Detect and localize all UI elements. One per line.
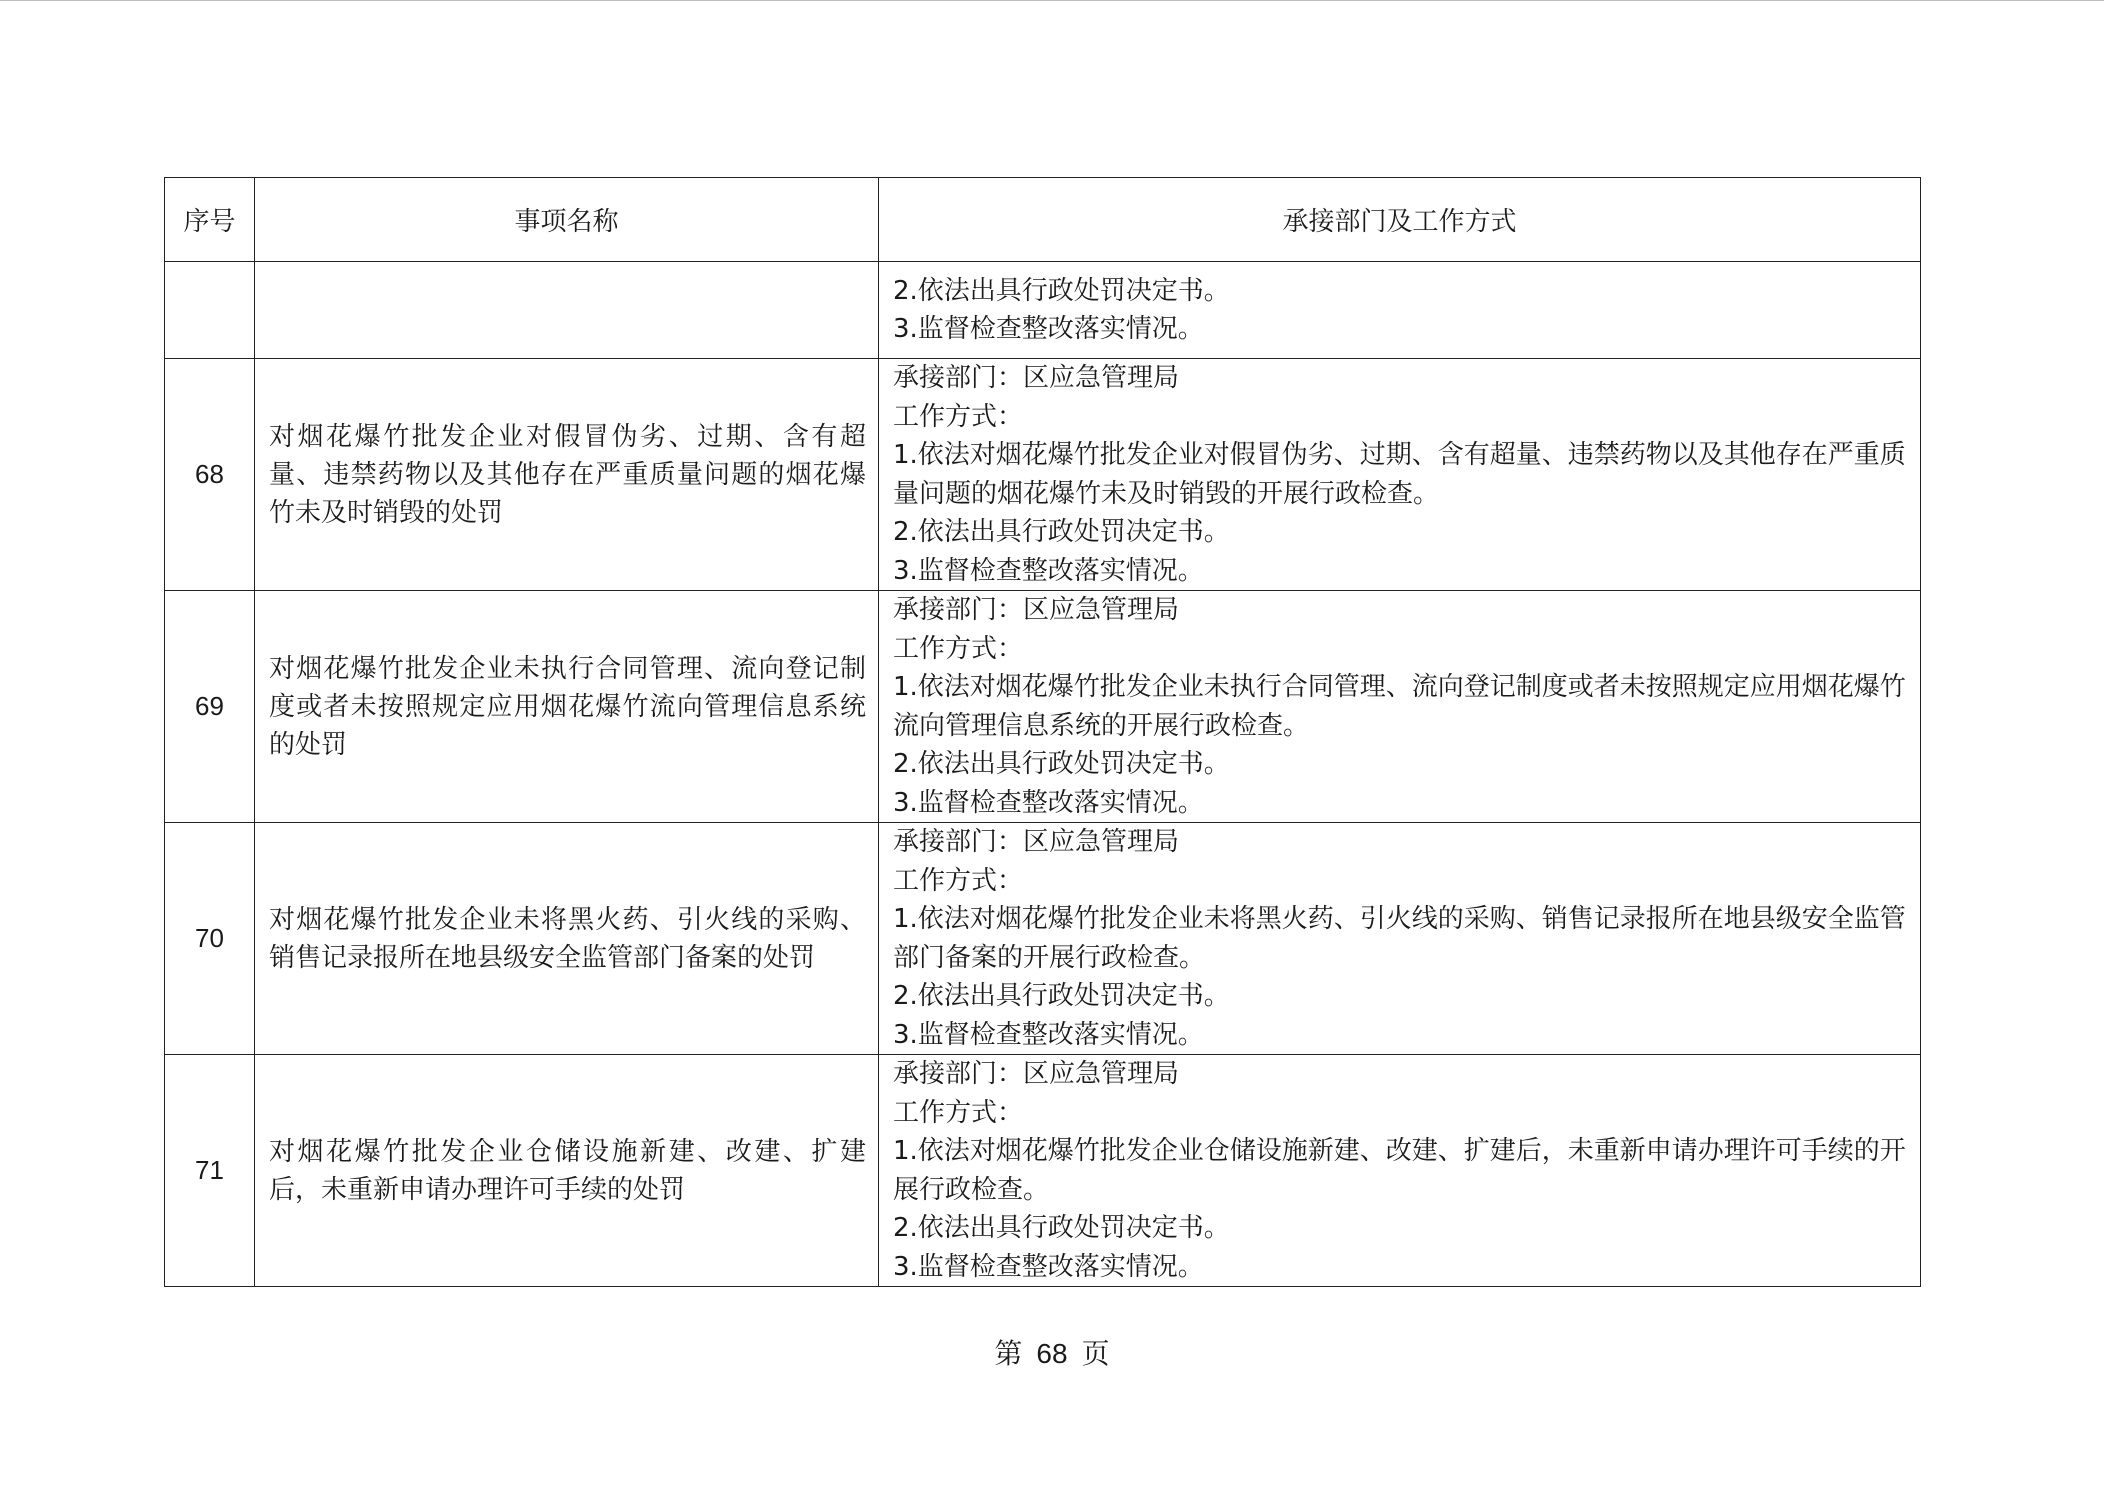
cell-dept [879,262,1921,359]
page-number-prefix: 第 [994,1337,1023,1370]
page-number: 68 [1036,1338,1068,1369]
cell-dept [879,359,1921,591]
cell-name: 对烟花爆竹批发企业对假冒伪劣、过期、含有超量、违禁药物以及其他存在严重质量问题的烟花爆竹未及时销毁的处罚 [255,359,879,591]
dept-line: 3.监督检查整改落实情况。 [893,1019,1204,1050]
dept-line: 3.监督检查整改落实情况。 [893,1251,1204,1282]
table-header-row [165,178,1921,262]
dept-line: 1.依法对烟花爆竹批发企业仓储设施新建、改建、扩建后，未重新申请办理许可手续的开展行政检查。 [893,1136,1906,1205]
table-row [165,1055,1921,1287]
dept-line: 2.依法出具行政处罚决定书。 [893,275,1230,306]
dept-line: 工作方式： [893,633,1024,664]
cell-dept [879,1055,1921,1287]
cell-dept [879,591,1921,823]
matters-table [164,177,1921,1287]
page-number-suffix: 页 [1081,1337,1110,1370]
cell-seq: 71 [165,1055,255,1287]
dept-line: 承接部门：区应急管理局 [893,595,1180,625]
page-top-border [0,0,2104,1]
cell-seq: 69 [165,591,255,823]
dept-line: 3.监督检查整改落实情况。 [893,314,1204,344]
dept-line: 工作方式： [893,1097,1024,1128]
dept-line: 1.依法对烟花爆竹批发企业未将黑火药、引火线的采购、销售记录报所在地县级安全监管部门备案的开展行政检查。 [893,904,1906,973]
dept-line: 承接部门：区应急管理局 [893,1059,1180,1089]
table-row [165,591,1921,823]
dept-line: 2.依法出具行政处罚决定书。 [893,981,1230,1011]
dept-line: 1.依法对烟花爆竹批发企业对假冒伪劣、过期、含有超量、违禁药物以及其他存在严重质量问题的烟花爆竹未及时销毁的开展行政检查。 [893,440,1906,509]
dept-line: 2.依法出具行政处罚决定书。 [893,749,1230,779]
cell-name: 对烟花爆竹批发企业未将黑火药、引火线的采购、销售记录报所在地县级安全监管部门备案的处罚 [255,823,879,1055]
dept-line: 2.依法出具行政处罚决定书。 [893,1213,1230,1243]
cell-dept [879,823,1921,1055]
table-row [165,359,1921,591]
dept-line: 承接部门：区应急管理局 [893,363,1180,393]
header-seq: 序号 [165,178,255,262]
dept-line: 承接部门：区应急管理局 [893,827,1180,857]
dept-line: 1.依法对烟花爆竹批发企业未执行合同管理、流向登记制度或者未按照规定应用烟花爆竹流向管理信息系统的开展行政检查。 [893,672,1906,741]
dept-line: 2.依法出具行政处罚决定书。 [893,517,1230,547]
table-row-continuation [165,262,1921,359]
cell-name: 对烟花爆竹批发企业未执行合同管理、流向登记制度或者未按照规定应用烟花爆竹流向管理信息系统的处罚 [255,591,879,823]
table-row [165,823,1921,1055]
page-footer [0,1332,2104,1372]
dept-line: 工作方式： [893,401,1024,432]
cell-name [255,262,879,359]
cell-seq: 68 [165,359,255,591]
cell-seq: 70 [165,823,255,1055]
dept-line: 3.监督检查整改落实情况。 [893,787,1204,818]
cell-name: 对烟花爆竹批发企业仓储设施新建、改建、扩建后，未重新申请办理许可手续的处罚 [255,1055,879,1287]
cell-seq [165,262,255,359]
header-dept: 承接部门及工作方式 [879,178,1921,262]
dept-line: 3.监督检查整改落实情况。 [893,555,1204,586]
dept-line: 工作方式： [893,865,1024,896]
header-name: 事项名称 [255,178,879,262]
